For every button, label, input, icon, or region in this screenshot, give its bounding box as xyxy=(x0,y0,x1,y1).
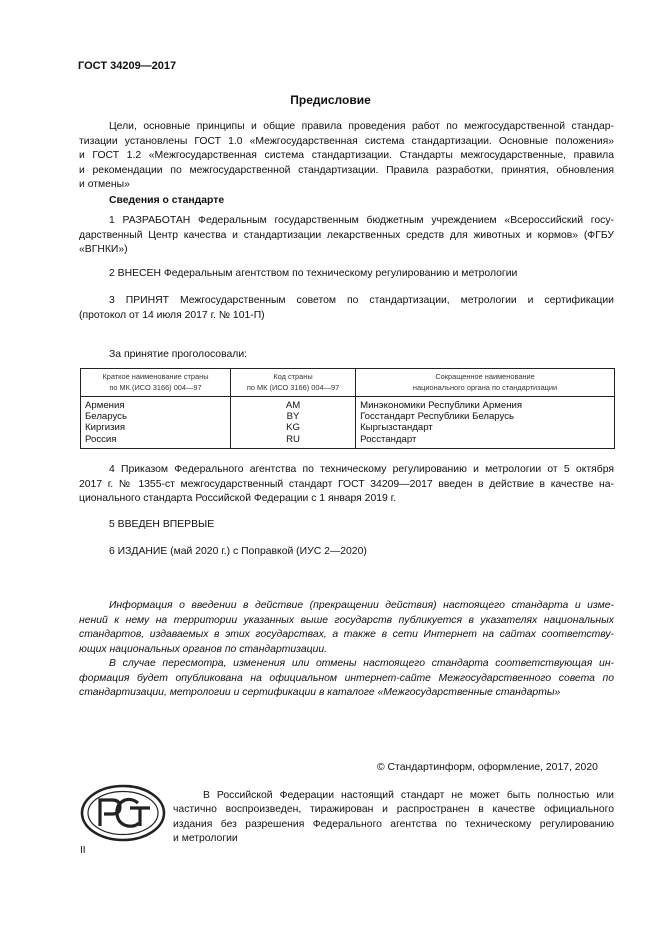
info-line: ющих национальных органов по стандартизации. xyxy=(79,643,328,655)
country-name: Россия xyxy=(85,433,117,445)
item-3-paragraph xyxy=(79,294,614,323)
info-line: В случае пересмотра, изменения или отмены настоящего стандарта соответствующая ин- xyxy=(109,658,614,669)
item-1-paragraph xyxy=(79,214,614,258)
info-line: формация будет опубликована на официальном интернет-сайте Межгосударственного совета по xyxy=(79,672,614,684)
item-1-line: 1 РАЗРАБОТАН Федеральным государственным бюджетным учреждением «Всероссийский госу- xyxy=(109,215,614,226)
voting-countries-table xyxy=(80,368,615,449)
item-3-line: 3 ПРИНЯТ Межгосударственным советом по стандартизации, метрологии и сертификации xyxy=(109,295,614,306)
voted-label: За принятие проголосовали: xyxy=(109,349,248,360)
page-title: Предисловие xyxy=(290,93,371,107)
item-4-paragraph xyxy=(79,463,614,507)
reproduction-notice xyxy=(173,789,614,847)
info-line: Информация о введении в действие (прекращении действия) настоящего стандарта и изме- xyxy=(109,600,614,611)
item-4-line: ционального стандарта Российской Федерации с 1 января 2019 г. xyxy=(79,493,397,505)
intro-paragraph xyxy=(79,120,614,193)
item-5-paragraph: 5 ВВЕДЕН ВПЕРВЫЕ xyxy=(109,519,215,530)
header-text: Код страны xyxy=(273,372,313,381)
country-name: Беларусь xyxy=(85,411,127,423)
national-body: Минэкономики Республики Армения xyxy=(360,400,523,411)
national-body: Кыргызстандарт xyxy=(360,422,433,434)
header-text: по МК (ИСО 3166) 004—97 xyxy=(246,383,340,392)
country-codes-cell xyxy=(230,397,355,449)
national-bodies-cell xyxy=(356,397,615,449)
country-code: AM xyxy=(285,400,301,411)
table-header-body xyxy=(356,369,615,397)
item-4-line: 4 Приказом Федерального агентства по техническому регулированию и метрологии от 5 октября xyxy=(109,464,614,475)
intro-line: и отмены» xyxy=(79,179,130,191)
rst-certification-logo-icon xyxy=(80,784,166,842)
country-name: Киргизия xyxy=(85,422,126,434)
header-text: национального органа по стандартизации xyxy=(412,383,558,392)
country-code: RU xyxy=(286,433,300,445)
intro-line: Цели, основные принципы и общие правила проведения работ по межгосударственной стандар- xyxy=(109,121,614,132)
section-heading: Сведения о стандарте xyxy=(109,195,225,206)
table-header-code xyxy=(230,369,355,397)
notice-line: В Российской Федерации настоящий стандарт не может быть полностью или xyxy=(203,790,614,801)
item-3-line: (протокол от 14 июля 2017 г. № 101-П) xyxy=(79,309,265,321)
header-text: Сокращенное наименование xyxy=(435,372,535,381)
country-code: KG xyxy=(286,422,300,434)
notice-line: частично воспроизведен, тиражирован и распространен в качестве официального xyxy=(173,804,614,816)
header-text: по МК (ИСО 3166) 004—97 xyxy=(109,383,202,392)
item-1-line: дарственный Центр качества и стандартизации лекарственных средств для животных и кормов» (ФГБУ xyxy=(79,229,614,241)
info-line: стандартов, издаваемых в этих государствах, а также в сети Интернет на сайтах соответству- xyxy=(79,629,614,641)
item-2-paragraph: 2 ВНЕСЕН Федеральным агентством по техническому регулированию и метрологии xyxy=(109,268,518,279)
item-4-line: 2017 г. № 1355-ст межгосударственный стандарт ГОСТ 34209—2017 введен в действие в качестве на- xyxy=(79,478,614,490)
country-name: Армения xyxy=(85,400,125,411)
document-code: ГОСТ 34209—2017 xyxy=(78,60,177,72)
info-line: нений к нему на территории указанных выше государств публикуется в указателях национальных xyxy=(79,614,614,626)
info-paragraph-1 xyxy=(79,599,614,657)
intro-line: тизации установлены ГОСТ 1.0 «Межгосударственная система стандартизации. Основные положения» xyxy=(79,135,614,147)
intro-line: и рекомендации по межгосударственной стандартизации. Правила разработки, принятия, обновления xyxy=(79,164,614,176)
item-1-line: «ВГНКИ») xyxy=(79,244,128,256)
table-body-row xyxy=(81,397,615,449)
info-line: стандартизации, метрологии и сертификации в каталоге «Межгосударственные стандарты» xyxy=(79,687,561,699)
national-body: Госстандарт Республики Беларусь xyxy=(360,411,515,423)
info-paragraph-2 xyxy=(79,657,614,701)
table-header-country xyxy=(81,369,231,397)
country-names-cell xyxy=(81,397,231,449)
item-6-paragraph: 6 ИЗДАНИЕ (май 2020 г.) с Поправкой (ИУС 2—2020) xyxy=(109,546,367,557)
intro-line: и ГОСТ 1.2 «Межгосударственная система стандартизации. Стандарты межгосударственные, правила xyxy=(79,150,614,162)
national-body: Росстандарт xyxy=(360,433,417,445)
country-code: BY xyxy=(286,411,300,423)
notice-line: издания без разрешения Федерального агентства по техническому регулированию xyxy=(173,818,614,830)
table-header-row xyxy=(81,369,615,397)
header-text: Краткое наименование страны xyxy=(102,372,209,381)
copyright-notice: © Стандартинформ, оформление, 2017, 2020 xyxy=(377,762,598,773)
notice-line: и метрологии xyxy=(173,833,238,845)
page-number: II xyxy=(80,845,86,856)
